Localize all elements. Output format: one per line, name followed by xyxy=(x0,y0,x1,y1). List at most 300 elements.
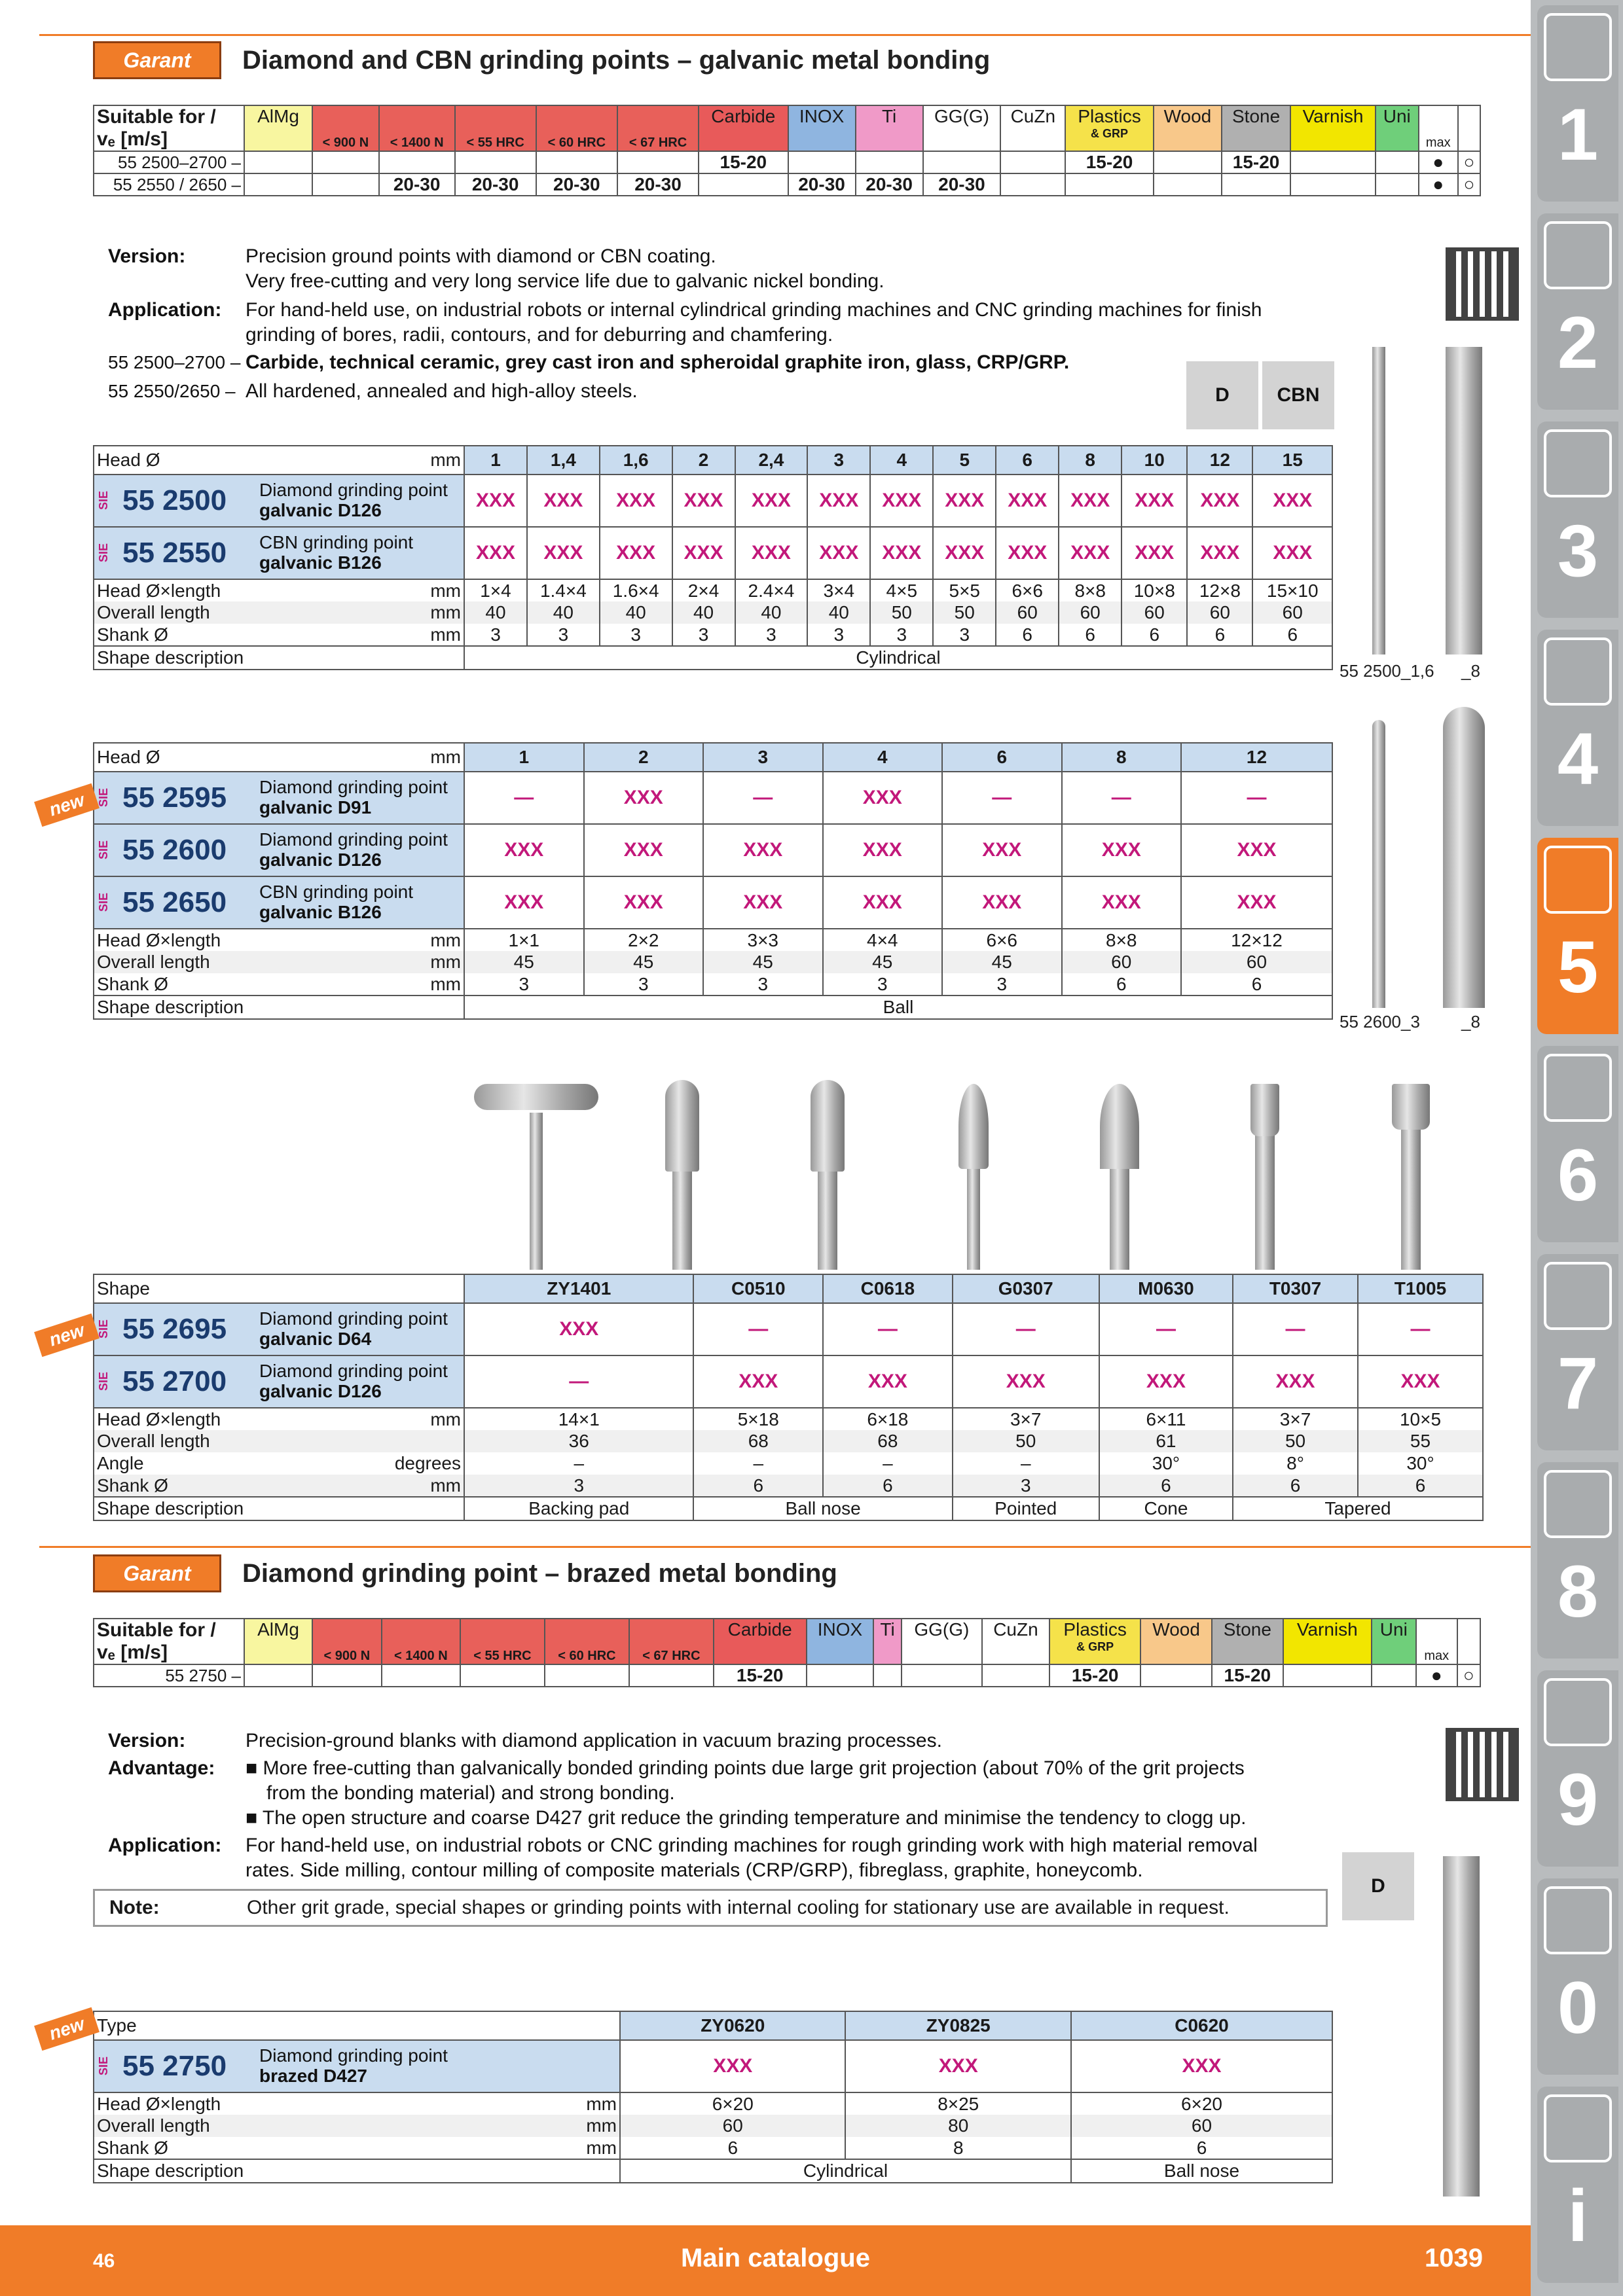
size-header: 8 xyxy=(1062,743,1182,772)
spec-text: Overall length xyxy=(97,602,210,622)
chapter-tab-1[interactable] xyxy=(1537,5,1618,202)
header-text: Head Ø xyxy=(97,747,160,767)
availability-cell[interactable]: XXX xyxy=(845,2040,1070,2092)
speed-value xyxy=(1283,1664,1372,1687)
material-col xyxy=(1212,1619,1283,1664)
spec-value: 8° xyxy=(1233,1452,1358,1475)
article-number[interactable]: 55 2550 xyxy=(122,537,227,569)
availability-cell[interactable]: XXX xyxy=(1059,475,1122,527)
availability-cell[interactable]: XXX xyxy=(527,527,600,579)
availability-cell[interactable]: — xyxy=(464,1355,693,1408)
spec-value: 6 xyxy=(823,1475,953,1497)
diamond-box: D xyxy=(1342,1852,1414,1920)
section-header-galvanic xyxy=(93,39,990,81)
spec-value: – xyxy=(464,1452,693,1475)
spec-text: Overall length xyxy=(97,1431,210,1451)
availability-cell[interactable]: XXX xyxy=(1252,527,1332,579)
availability-cell[interactable]: XXX xyxy=(1099,1355,1233,1408)
speed-value xyxy=(312,173,379,196)
article-number[interactable]: 55 2750 xyxy=(122,2050,227,2082)
product-desc-1: Diamond grinding point xyxy=(259,480,448,501)
availability-cell[interactable]: XXX xyxy=(933,527,996,579)
availability-cell[interactable]: XXX xyxy=(942,876,1062,929)
material-name: GG(G) xyxy=(934,106,989,126)
chapter-tab-0[interactable] xyxy=(1537,1878,1618,2075)
spec-text: Angle xyxy=(97,1453,144,1473)
speed-value xyxy=(617,151,699,173)
availability-cell[interactable]: XXX xyxy=(584,876,704,929)
chapter-number: 8 xyxy=(1557,1551,1599,1632)
spec-value: 30° xyxy=(1099,1452,1233,1475)
material-name: Uni xyxy=(1383,106,1411,126)
spec-value: 1×4 xyxy=(464,579,527,601)
availability-cell[interactable]: XXX xyxy=(933,475,996,527)
availability-cell[interactable]: XXX xyxy=(1062,824,1182,876)
unit: mm xyxy=(430,602,461,622)
availability-cell[interactable]: XXX xyxy=(870,527,933,579)
availability-cell[interactable]: XXX xyxy=(1062,876,1182,929)
spec-value: 6 xyxy=(1181,973,1332,996)
shape-head xyxy=(474,1084,598,1110)
spec-value: 3 xyxy=(933,624,996,646)
product-description xyxy=(259,2046,448,2087)
availability-cell[interactable]: — xyxy=(703,772,823,824)
spec-label xyxy=(94,951,464,973)
material-col xyxy=(244,105,312,151)
spec-value: 3×7 xyxy=(1233,1408,1358,1430)
spec-label xyxy=(94,2137,620,2159)
shape-description: Ball nose xyxy=(1071,2159,1332,2183)
article-number[interactable]: 55 2600 xyxy=(122,834,227,866)
chapter-number: 1 xyxy=(1557,94,1599,175)
unit: mm xyxy=(586,2093,617,2114)
speed-value: ○ xyxy=(1458,173,1480,196)
spec-value: 6 xyxy=(1059,624,1122,646)
availability-cell[interactable]: XXX xyxy=(1187,527,1252,579)
product-cell xyxy=(94,527,464,579)
speed-value xyxy=(873,1664,901,1687)
size-header: 5 xyxy=(933,446,996,475)
spec-value: 60 xyxy=(1059,601,1122,624)
tool-image-ball-small xyxy=(1372,720,1385,1008)
material-name: < 55 HRC xyxy=(473,1649,532,1663)
shape-description: Ball nose xyxy=(693,1497,952,1520)
material-col xyxy=(1457,1619,1480,1664)
page-number-left: 46 xyxy=(93,2250,115,2272)
spec-value: 6×6 xyxy=(942,929,1062,951)
material-name: Stone xyxy=(1223,1619,1271,1640)
availability-cell[interactable]: — xyxy=(823,1303,953,1355)
size-header: 3 xyxy=(703,743,823,772)
product-description xyxy=(259,778,448,818)
application-text-2: grinding of bores, radii, contours, and for deburring and chamfering. xyxy=(246,324,833,346)
diamond-box: D xyxy=(1186,361,1258,429)
size-header: 6 xyxy=(942,743,1062,772)
availability-cell[interactable]: XXX xyxy=(823,1355,953,1408)
spec-value: 8×8 xyxy=(1062,929,1182,951)
unit: mm xyxy=(430,624,461,645)
material-col xyxy=(536,105,617,151)
availability-cell[interactable]: XXX xyxy=(996,475,1059,527)
material-name: Carbide xyxy=(727,1619,792,1640)
unit: mm xyxy=(586,2115,617,2136)
spec-text: Shank Ø xyxy=(97,1475,168,1496)
image-caption: 55 2600_3 xyxy=(1340,1012,1420,1031)
speed-value xyxy=(1222,173,1290,196)
speed-value: 20-30 xyxy=(455,173,536,196)
sie-tag: SIE xyxy=(97,2056,110,2076)
speed-value: ● xyxy=(1416,1664,1457,1687)
size-header: 1 xyxy=(464,446,527,475)
note-text: Other grit grade, special shapes or grinding points with internal cooling for stationary use are available in request. xyxy=(247,1897,1230,1918)
availability-cell[interactable]: XXX xyxy=(1187,475,1252,527)
advantage-2-text: The open structure and coarse D427 grit reduce the grinding temperature and minimise the tendency to clogg up. xyxy=(262,1807,1247,1829)
size-header: 1,4 xyxy=(527,446,600,475)
material-name: Wood xyxy=(1152,1619,1200,1640)
spec-value: 3×7 xyxy=(953,1408,1099,1430)
version-label: Version: xyxy=(108,245,186,267)
product-desc-1: CBN grinding point xyxy=(259,532,414,553)
availability-cell[interactable]: XXX xyxy=(996,527,1059,579)
availability-cell[interactable]: XXX xyxy=(584,824,704,876)
shape-description: Ball xyxy=(464,996,1332,1019)
product-desc-1: CBN grinding point xyxy=(259,882,414,903)
material-name: < 67 HRC xyxy=(642,1649,701,1663)
speed-value xyxy=(244,1664,312,1687)
availability-cell[interactable]: XXX xyxy=(703,876,823,929)
material-name: INOX xyxy=(817,1619,863,1640)
spec-value: – xyxy=(953,1452,1099,1475)
material-col xyxy=(1154,105,1222,151)
product-desc-2: galvanic D126 xyxy=(259,850,382,870)
material-name: CuZn xyxy=(1010,106,1056,126)
qr-code[interactable] xyxy=(1446,247,1519,321)
product-cell xyxy=(94,876,464,929)
spec-value: 3 xyxy=(672,624,735,646)
availability-cell[interactable]: XXX xyxy=(1181,824,1332,876)
size-header: 8 xyxy=(1059,446,1122,475)
availability-cell[interactable]: XXX xyxy=(823,772,943,824)
speed-value: 15-20 xyxy=(699,151,788,173)
material-name: Wood xyxy=(1163,106,1212,126)
product-desc-1: Diamond grinding point xyxy=(259,1361,448,1382)
speed-value xyxy=(382,1664,460,1687)
section-title: Diamond grinding point – brazed metal bonding xyxy=(242,1558,837,1588)
chapter-tab-5[interactable] xyxy=(1537,838,1618,1034)
chapter-tab-6[interactable] xyxy=(1537,1046,1618,1242)
availability-cell[interactable]: XXX xyxy=(584,772,704,824)
section-rule xyxy=(39,34,1531,36)
unit: mm xyxy=(430,1475,461,1496)
speed-value xyxy=(545,1664,629,1687)
speed-value: ○ xyxy=(1458,151,1480,173)
product-desc-2: brazed D427 xyxy=(259,2066,367,2086)
advantage-1-text-2: from the bonding material) and strong bonding. xyxy=(266,1782,675,1804)
spec-value: 45 xyxy=(823,951,943,973)
article-number[interactable]: 55 2695 xyxy=(122,1313,227,1345)
availability-cell[interactable]: XXX xyxy=(823,824,943,876)
speed-value: 20-30 xyxy=(379,173,455,196)
size-header: 12 xyxy=(1187,446,1252,475)
header-label xyxy=(94,743,464,772)
availability-cell[interactable]: XXX xyxy=(1181,876,1332,929)
availability-cell[interactable]: — xyxy=(1099,1303,1233,1355)
chapter-tab-2[interactable] xyxy=(1537,213,1618,410)
spec-value: 14×1 xyxy=(464,1408,693,1430)
app2-label: 55 2550/2650 – xyxy=(108,381,236,401)
suitability-table-brazed xyxy=(93,1618,1481,1687)
chapter-tab-7[interactable] xyxy=(1537,1254,1618,1450)
size-header: 3 xyxy=(807,446,870,475)
spec-label xyxy=(94,973,464,996)
size-header: 4 xyxy=(870,446,933,475)
availability-cell[interactable]: — xyxy=(464,772,584,824)
suitable-label-1: Suitable for / xyxy=(97,1619,216,1641)
header-label xyxy=(94,2011,620,2040)
availability-cell[interactable]: XXX xyxy=(1233,1355,1358,1408)
material-col xyxy=(1376,105,1419,151)
availability-cell[interactable]: XXX xyxy=(703,824,823,876)
speed-value xyxy=(629,1664,714,1687)
spec-text: Overall length xyxy=(97,952,210,972)
availability-cell[interactable]: — xyxy=(1233,1303,1358,1355)
spec-value: 3 xyxy=(464,624,527,646)
spec-value: 3 xyxy=(703,973,823,996)
shape-head xyxy=(665,1080,699,1172)
availability-cell[interactable]: XXX xyxy=(464,475,527,527)
availability-cell[interactable]: — xyxy=(953,1303,1099,1355)
availability-cell[interactable]: XXX xyxy=(464,1303,693,1355)
chapter-icon xyxy=(1544,1470,1612,1538)
availability-cell[interactable]: XXX xyxy=(870,475,933,527)
footer-title: Main catalogue xyxy=(681,2244,870,2272)
application-text-2: rates. Side milling, contour milling of composite materials (CRP/GRP), fibreglass, graphite, honeycomb. xyxy=(246,1859,1143,1881)
material-name: max xyxy=(1424,1649,1450,1663)
material-name: AlMg xyxy=(257,106,299,126)
chapter-tab-8[interactable] xyxy=(1537,1462,1618,1659)
speed-value xyxy=(536,151,617,173)
material-name: Ti xyxy=(881,106,897,126)
unit: mm xyxy=(430,450,461,470)
product-description xyxy=(259,1309,448,1350)
size-header: C0618 xyxy=(823,1274,953,1303)
availability-cell[interactable]: XXX xyxy=(1059,527,1122,579)
application-label: Application: xyxy=(108,299,222,321)
spec-value: 10×5 xyxy=(1358,1408,1483,1430)
chapter-number: 9 xyxy=(1557,1759,1599,1840)
spec-value: 50 xyxy=(953,1430,1099,1452)
material-col xyxy=(382,1619,460,1664)
availability-cell[interactable]: — xyxy=(1062,772,1182,824)
spec-value: 45 xyxy=(942,951,1062,973)
availability-cell[interactable]: XXX xyxy=(1358,1355,1483,1408)
speed-value: 20-30 xyxy=(617,173,699,196)
product-desc-2: galvanic B126 xyxy=(259,552,382,573)
spec-value: – xyxy=(823,1452,953,1475)
chapter-tab-9[interactable] xyxy=(1537,1670,1618,1867)
article-number[interactable]: 55 2500 xyxy=(122,484,227,516)
availability-cell[interactable]: XXX xyxy=(807,475,870,527)
spec-value: 6 xyxy=(1099,1475,1233,1497)
shape-head xyxy=(1392,1084,1430,1130)
size-header: C0620 xyxy=(1071,2011,1332,2040)
spec-value: 2.4×4 xyxy=(735,579,808,601)
availability-cell[interactable]: XXX xyxy=(1071,2040,1332,2092)
sie-tag: SIE xyxy=(97,788,110,808)
availability-cell[interactable]: XXX xyxy=(600,475,672,527)
section-title: Diamond and CBN grinding points – galvanic metal bonding xyxy=(242,45,991,75)
version-text: Precision-ground blanks with diamond application in vacuum brazing processes. xyxy=(246,1730,942,1751)
new-badge: new xyxy=(34,1314,100,1357)
material-col xyxy=(1419,105,1458,151)
product-cell xyxy=(94,475,464,527)
availability-cell[interactable]: XXX xyxy=(1122,475,1187,527)
availability-cell[interactable]: XXX xyxy=(735,527,808,579)
spec-label xyxy=(94,1452,464,1475)
unit: mm xyxy=(430,952,461,972)
material-col xyxy=(923,105,1001,151)
availability-cell[interactable]: — xyxy=(1181,772,1332,824)
availability-cell[interactable]: XXX xyxy=(464,527,527,579)
spec-value: 6 xyxy=(1071,2137,1332,2159)
availability-cell[interactable]: XXX xyxy=(1252,475,1332,527)
unit: degrees xyxy=(394,1453,461,1473)
shape-label: Shape description xyxy=(94,646,464,670)
spec-value: 3 xyxy=(942,973,1062,996)
product-cell xyxy=(94,824,464,876)
advantage-2: ■ The open structure and coarse D427 grit reduce the grinding temperature and minimise the tendency to clogg up. xyxy=(246,1807,1247,1829)
spec-label xyxy=(94,2115,620,2137)
spec-value: 8×8 xyxy=(1059,579,1122,601)
chapter-tab-i[interactable] xyxy=(1537,2087,1618,2283)
new-badge: new xyxy=(34,783,100,827)
product-description xyxy=(259,1361,448,1402)
speed-value: 15-20 xyxy=(1222,151,1290,173)
availability-cell[interactable]: XXX xyxy=(1122,527,1187,579)
unit: mm xyxy=(430,973,461,994)
availability-cell[interactable]: XXX xyxy=(672,475,735,527)
spec-value: 60 xyxy=(1122,601,1187,624)
spec-value: 6 xyxy=(1358,1475,1483,1497)
availability-cell[interactable]: XXX xyxy=(807,527,870,579)
chapter-icon xyxy=(1544,1054,1612,1122)
material-col xyxy=(455,105,536,151)
suitable-label-2: vₑ [m/s] xyxy=(97,128,168,150)
spec-value: 1.6×4 xyxy=(600,579,672,601)
availability-cell[interactable]: XXX xyxy=(620,2040,845,2092)
spec-value: 40 xyxy=(807,601,870,624)
shape-label: Shape description xyxy=(94,1497,464,1520)
product-desc-1: Diamond grinding point xyxy=(259,2045,448,2066)
availability-cell[interactable]: XXX xyxy=(735,475,808,527)
unit: mm xyxy=(430,1408,461,1429)
brazed-description xyxy=(108,1728,1417,1892)
size-header: 1,6 xyxy=(600,446,672,475)
speed-value xyxy=(856,151,923,173)
spec-value: 3×3 xyxy=(703,929,823,951)
availability-cell[interactable]: XXX xyxy=(693,1355,823,1408)
spec-label xyxy=(94,1408,464,1430)
chapter-number: 6 xyxy=(1557,1134,1599,1216)
material-name: < 60 HRC xyxy=(547,135,606,150)
qr-code[interactable] xyxy=(1446,1728,1519,1801)
spec-value: 50 xyxy=(1233,1430,1358,1452)
image-caption: _8 xyxy=(1461,1012,1480,1031)
article-number[interactable]: 55 2650 xyxy=(122,886,227,918)
size-header: 15 xyxy=(1252,446,1332,475)
speed-value: ○ xyxy=(1457,1664,1480,1687)
spec-value: 40 xyxy=(464,601,527,624)
material-col xyxy=(807,1619,874,1664)
availability-cell[interactable]: XXX xyxy=(527,475,600,527)
page-number-right: 1039 xyxy=(1425,2244,1483,2272)
availability-cell[interactable]: — xyxy=(1358,1303,1483,1355)
material-col xyxy=(545,1619,629,1664)
availability-cell[interactable]: XXX xyxy=(464,876,584,929)
spec-value: 12×8 xyxy=(1187,579,1252,601)
product-table-shapes xyxy=(93,1274,1484,1521)
chapter-number: 0 xyxy=(1557,1967,1599,2049)
availability-cell[interactable]: XXX xyxy=(953,1355,1099,1408)
speed-value xyxy=(1140,1664,1211,1687)
sie-tag: SIE xyxy=(97,840,110,860)
chapter-tab-4[interactable] xyxy=(1537,630,1618,826)
availability-cell[interactable]: XXX xyxy=(600,527,672,579)
article-number[interactable]: 55 2595 xyxy=(122,781,227,814)
spec-value: 6 xyxy=(1187,624,1252,646)
material-name: Stone xyxy=(1231,106,1281,126)
speed-value xyxy=(1290,173,1376,196)
speed-value: 15-20 xyxy=(714,1664,807,1687)
speed-value: 20-30 xyxy=(788,173,856,196)
product-cell xyxy=(94,772,464,824)
shape-description: Pointed xyxy=(953,1497,1099,1520)
availability-cell[interactable]: XXX xyxy=(942,824,1062,876)
availability-cell[interactable]: — xyxy=(942,772,1062,824)
size-header: G0307 xyxy=(953,1274,1099,1303)
product-cell xyxy=(94,1303,464,1355)
section-rule xyxy=(39,1546,1531,1548)
spec-value: 6 xyxy=(1062,973,1182,996)
spec-value: 6 xyxy=(1252,624,1332,646)
product-desc-1: Diamond grinding point xyxy=(259,1308,448,1329)
speed-value xyxy=(1154,173,1222,196)
spec-value: 3 xyxy=(823,973,943,996)
availability-cell[interactable]: XXX xyxy=(672,527,735,579)
speed-value xyxy=(1154,151,1222,173)
spec-value: 3 xyxy=(584,973,704,996)
article-number[interactable]: 55 2700 xyxy=(122,1365,227,1397)
spec-value: 80 xyxy=(845,2115,1070,2137)
material-name: max xyxy=(1425,135,1451,150)
unit: mm xyxy=(430,747,461,767)
speed-value xyxy=(1376,151,1419,173)
material-col xyxy=(1290,105,1376,151)
speed-value xyxy=(312,151,379,173)
speed-value xyxy=(807,1664,874,1687)
shape-description: Cylindrical xyxy=(620,2159,1071,2183)
availability-cell[interactable]: — xyxy=(693,1303,823,1355)
chapter-tab-3[interactable] xyxy=(1537,422,1618,618)
chapter-icon xyxy=(1544,637,1612,706)
material-name: Carbide xyxy=(711,106,776,126)
version-text-2: Very free-cutting and very long service life due to galvanic nickel bonding. xyxy=(246,270,884,292)
availability-cell[interactable]: XXX xyxy=(464,824,584,876)
spec-value: 68 xyxy=(693,1430,823,1452)
chapter-icon xyxy=(1544,1262,1612,1330)
speed-value xyxy=(455,151,536,173)
availability-cell[interactable]: XXX xyxy=(823,876,943,929)
